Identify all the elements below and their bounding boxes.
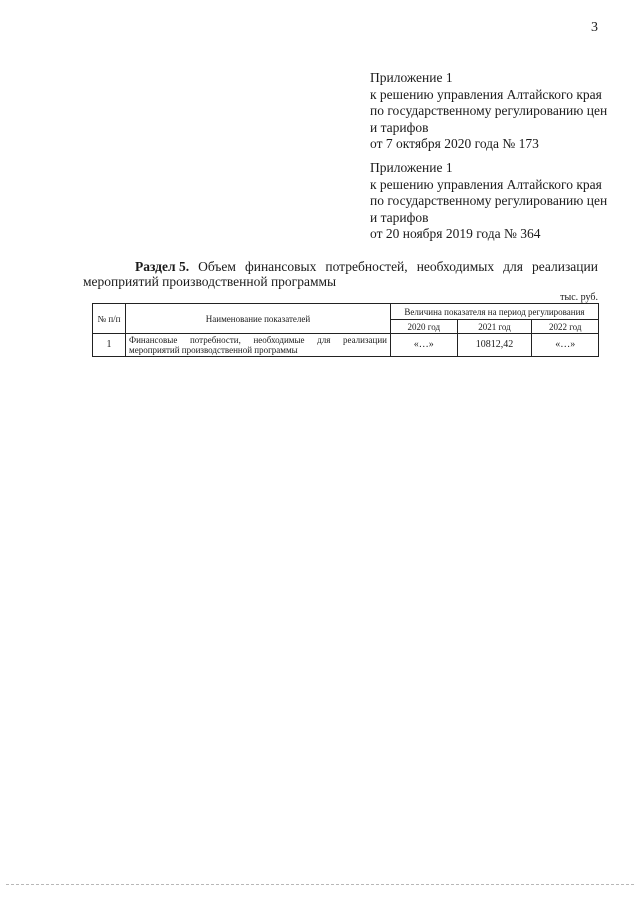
header-period: Величина показателя на период регулирования [391, 304, 599, 320]
section-label: Раздел 5. [135, 259, 190, 274]
title-word: финансовых [244, 259, 317, 274]
title-word: Объем [198, 259, 236, 274]
appendix-line: и тарифов [370, 209, 429, 225]
table-header-row [93, 304, 599, 320]
appendix-line: по государственному регулированию цен [370, 103, 608, 118]
title-word: реализации [532, 259, 598, 274]
title-word: потребностей, [325, 259, 408, 274]
table-row [93, 334, 599, 357]
appendix-line: к решению управления Алтайского края [370, 86, 602, 102]
appendix-line: Приложение 1 [370, 70, 453, 85]
section-title-line1 [83, 259, 598, 274]
appendix-original-block [370, 160, 610, 243]
value-2021: 10812,42 [457, 334, 532, 357]
section-title-line2: мероприятий производственной программы [83, 274, 337, 289]
title-word: необходимых [416, 259, 495, 274]
page-number: 3 [591, 20, 598, 35]
scan-bottom-divider [6, 884, 634, 885]
units-label: тыс. руб. [560, 292, 598, 303]
appendix-line: Приложение 1 [370, 160, 453, 175]
indicator-name: Финансовые потребности, необходимые для реализации мероприятий производственной программы [126, 334, 391, 357]
financial-needs-table [92, 303, 599, 357]
appendix-line: и тарифов [370, 119, 429, 135]
value-2022: «…» [532, 334, 599, 357]
appendix-line: к решению управления Алтайского края [370, 176, 602, 192]
appendix-line: от 20 ноября 2019 года № 364 [370, 226, 541, 241]
title-word: для [503, 259, 523, 274]
header-row-number: № п/п [93, 304, 126, 334]
value-2020: «…» [391, 334, 458, 357]
header-year: 2022 год [532, 320, 599, 334]
header-year: 2020 год [391, 320, 458, 334]
appendix-current-block [370, 70, 610, 153]
row-number: 1 [93, 334, 126, 357]
section-title [83, 259, 598, 289]
header-indicator-name: Наименование показателей [126, 304, 391, 334]
appendix-line: по государственному регулированию цен [370, 193, 608, 208]
appendix-line: от 7 октября 2020 года № 173 [370, 136, 539, 151]
header-year: 2021 год [457, 320, 532, 334]
